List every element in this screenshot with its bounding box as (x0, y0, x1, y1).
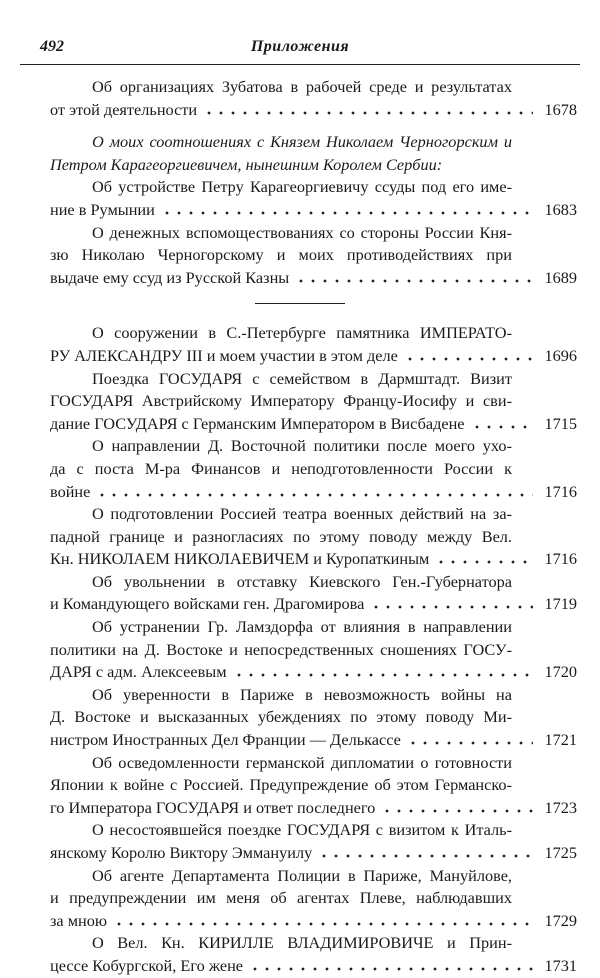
toc-entry-line: О несостоявшейся поездке ГОСУДАРЯ с визитом к Италь- (92, 820, 512, 840)
toc-entry-last-line (50, 661, 577, 684)
toc-section-top (50, 76, 577, 289)
toc-entry-line: Об организациях Зубатова в рабочей среде и результатах (92, 77, 512, 96)
toc-entry-last-line (50, 413, 577, 436)
toc-entry (50, 571, 577, 616)
toc-section-bottom (50, 322, 577, 977)
toc-entry-last-line (50, 797, 577, 820)
toc-entry-last-line (50, 593, 577, 616)
toc-page-number: 1720 (544, 662, 577, 682)
toc-entry-last-line (50, 910, 577, 933)
toc-entry-text: Кн. НИКОЛАЕМ НИКОЛАЕВИЧЕМ и Куропаткиным (50, 549, 430, 569)
dot-leader (295, 279, 533, 283)
toc-section-heading (50, 131, 577, 176)
toc-entry (50, 368, 577, 436)
toc-page-number: 1683 (544, 199, 577, 219)
toc-entry (50, 865, 577, 933)
toc-entry-text: за мною (50, 910, 108, 930)
toc-page-number: 1719 (544, 594, 577, 614)
toc-entry-last-line (50, 842, 577, 865)
spacer (50, 121, 577, 131)
toc-entry-line: О подготовлении Россией театра военных действий на за- (92, 504, 512, 524)
toc-entry (50, 435, 577, 503)
dot-leader (404, 357, 533, 361)
toc-entry-line: зю Николаю Черногорскому и моих противодействиях при (50, 245, 512, 265)
toc-entry-last-line (50, 267, 577, 290)
toc-entry-line: ГОСУДАРЯ Австрийскому Императору Францу-Иосифу и сви- (50, 391, 512, 411)
toc-entry-line: Об увольнении в отставку Киевского Ген.-Губернатора (92, 571, 512, 591)
dot-leader (471, 425, 533, 429)
dot-leader (113, 922, 533, 926)
toc-entry (50, 322, 577, 367)
toc-entry-last-line (50, 481, 577, 504)
toc-entry-line: Об агенте Департамента Полиции в Париже, Мануйлове, (92, 865, 512, 885)
toc-entry (50, 176, 577, 221)
section-separator (255, 303, 345, 304)
toc-entry-line: Японии к войне с Россией. Предупреждение об этом Германско- (50, 775, 512, 795)
toc-entry-line: Петром Карагеоргиевичем, нынешним Королем Сербии: (50, 154, 443, 174)
toc-entry-line: и предупреждении им меня об агентах Плеве, наблюдавших (50, 888, 512, 908)
toc-entry-line: падной границе и разногласиях по этому поводу между Вел. (50, 526, 512, 546)
toc-entry-last-line (50, 548, 577, 571)
toc-entry-text: выдаче ему ссуд из Русской Казны (50, 267, 290, 287)
dot-leader (381, 809, 533, 813)
toc-entry-line: Поездка ГОСУДАРЯ с семейством в Дармштадт. Визит (92, 368, 512, 388)
dot-leader (203, 111, 533, 115)
toc-entry-last-line (50, 729, 577, 752)
dot-leader (407, 741, 533, 745)
toc-page-number: 1716 (544, 481, 577, 501)
page-number: 492 (40, 38, 64, 55)
toc-page-number: 1716 (544, 549, 577, 569)
dot-leader (435, 560, 533, 564)
toc-entry-text: нистром Иностранных Дел Франции — Делькассе (50, 730, 401, 750)
toc-entry-text: от этой деятельности (50, 99, 198, 119)
toc-entry-line: О моих соотношениях с Князем Николаем Черногорским и (92, 132, 512, 152)
toc-page-number: 1729 (544, 910, 577, 930)
toc-entry-line: О сооружении в С.-Петербурге памятника ИМПЕРАТО- (92, 323, 512, 343)
dot-leader (370, 605, 533, 609)
header-rule (20, 64, 580, 65)
running-header (20, 36, 580, 60)
toc-entry-text: и Командующего войсками ген. Драгомирова (50, 594, 365, 614)
toc-page-number: 1696 (544, 345, 577, 365)
toc-entry-last-line (50, 199, 577, 222)
toc-entry-line: да с поста М-ра Финансов и неподготовленности России к (50, 458, 512, 478)
toc-page-number: 1721 (544, 730, 577, 750)
toc-page-number: 1715 (544, 413, 577, 433)
toc-entry-last-line (50, 955, 577, 978)
toc-page-number: 1731 (544, 955, 577, 975)
toc-entry (50, 503, 577, 571)
table-of-contents (50, 76, 577, 978)
toc-page-number: 1689 (544, 267, 577, 287)
toc-entry-text: янскому Королю Виктору Эммануилу (50, 843, 313, 862)
toc-entry-line: Д. Востоке и высказанных убеждениях по этому поводу Ми- (50, 707, 512, 727)
toc-entry-line: Об устройстве Петру Карагеоргиевичу ссуды под его име- (92, 177, 512, 197)
toc-entry (50, 819, 577, 864)
running-title: Приложения (250, 38, 350, 55)
toc-page-number: 1725 (544, 843, 577, 862)
toc-entry (50, 752, 577, 820)
toc-entry-text: дание ГОСУДАРЯ с Германским Императором в Висбадене (50, 413, 465, 433)
dot-leader (249, 967, 533, 971)
toc-entry (50, 616, 577, 684)
toc-entry (50, 222, 577, 290)
toc-entry-line: Об уверенности в Париже в невозможность войны на (92, 684, 512, 704)
toc-entry-text: ДАРЯ с адм. Алексеевым (50, 662, 227, 682)
toc-entry-text: РУ АЛЕКСАНДРУ III и моем участии в этом деле (50, 345, 398, 365)
toc-entry-line: Об осведомленности германской дипломатии о готовности (92, 752, 512, 772)
toc-entry-text: го Императора ГОСУДАРЯ и ответ последнего (50, 797, 376, 817)
dot-leader (233, 673, 534, 677)
toc-entry (50, 76, 577, 121)
toc-entry-last-line (50, 345, 577, 368)
toc-entry-line: О направлении Д. Восточной политики после моего ухо- (92, 436, 512, 456)
toc-entry (50, 684, 577, 752)
toc-entry-line: О Вел. Кн. КИРИЛЛЕ ВЛАДИМИРОВИЧЕ и Прин- (92, 933, 512, 953)
toc-entry-text: ние в Румынии (50, 199, 155, 219)
toc-page-number: 1723 (544, 797, 577, 817)
toc-entry-line: О денежных вспомоществованиях со стороны России Кня- (92, 222, 512, 242)
toc-entry-last-line (50, 99, 577, 122)
toc-entry-line: Об устранении Гр. Ламздорфа от влияния в направлении (92, 617, 512, 637)
toc-entry-line: политики на Д. Востоке и непосредственных сношениях ГОСУ- (50, 639, 512, 659)
dot-leader (161, 211, 533, 215)
toc-entry-text: войне (50, 481, 91, 501)
toc-page-number: 1678 (544, 99, 577, 119)
dot-leader (318, 854, 533, 858)
dot-leader (96, 493, 533, 497)
toc-entry-text: цессе Кобургской, Его жене (50, 955, 244, 975)
